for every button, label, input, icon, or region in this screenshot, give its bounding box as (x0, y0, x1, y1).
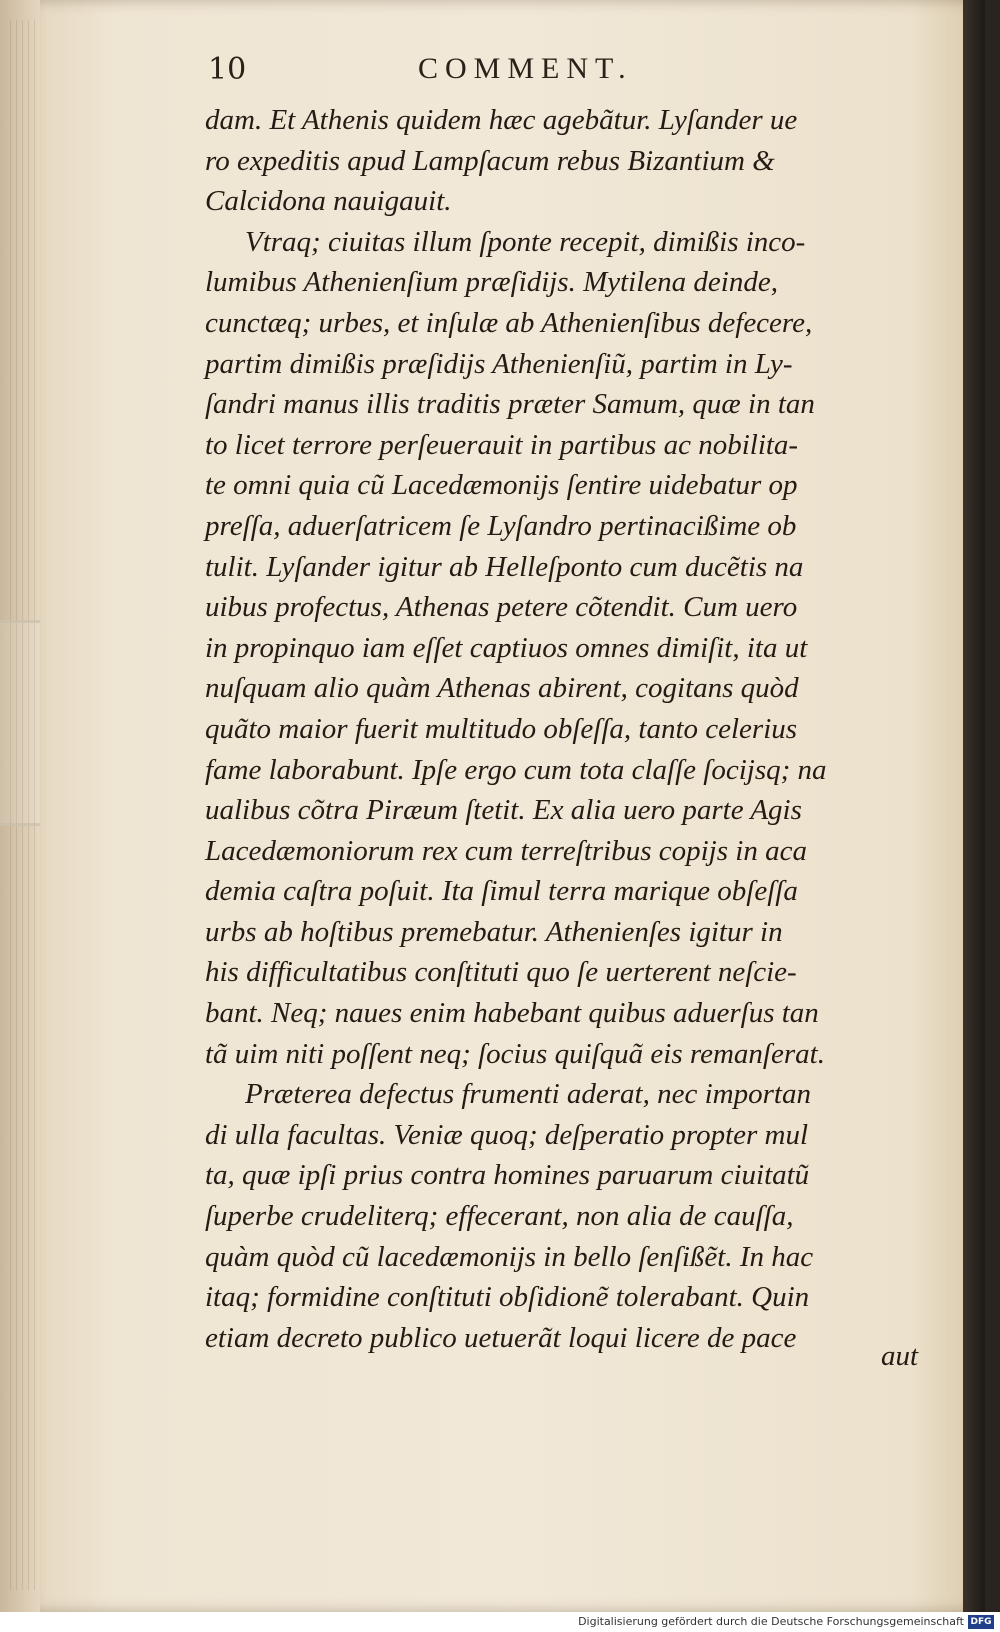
text-line: Præterea defectus frumenti aderat, nec importan (245, 1078, 811, 1111)
text-line: in propinquo iam eſſet captiuos omnes dimiſit, ita ut (205, 631, 808, 664)
text-line: preſſa, aduerſatricem ſe Lyſandro pertinacißime ob (205, 509, 797, 542)
dfg-logo-icon: DFG (968, 1615, 994, 1629)
catchword: aut (880, 1340, 918, 1372)
text-line: Calcidona nauigauit. (205, 185, 452, 218)
text-line: his difficultatibus conſtituti quo ſe uerterent neſcie- (205, 956, 797, 989)
text-line: Vtraq; ciuitas illum ſponte recepit, dimißis inco- (245, 225, 806, 258)
book-spine (963, 0, 985, 1612)
text-line: tulit. Lyſander igitur ab Helleſponto cum ducẽtis na (205, 550, 804, 583)
text-line: quãto maior fuerit multitudo obſeſſa, tanto celerius (205, 712, 798, 745)
text-line: bant. Neq; naues enim habebant quibus aduerſus tan (205, 997, 819, 1030)
text-line: etiam decreto publico uetuerãt loqui licere de pace (205, 1321, 797, 1354)
text-line: te omni quia cũ Lacedæmonijs ſentire uidebatur op (205, 469, 798, 502)
text-line: ſandri manus illis traditis præter Samum, quæ in tan (205, 388, 815, 421)
footer-credit: Digitalisierung gefördert durch die Deutsche Forschungsgemeinschaft (578, 1615, 964, 1628)
digitization-footer (0, 1612, 1000, 1632)
text-line: tã uim niti poſſent neq; ſocius quiſquã eis remanſerat. (205, 1037, 825, 1070)
page-header (208, 52, 908, 100)
text-line: ta, quæ ipſi prius contra homines paruarum ciuitatũ (205, 1159, 810, 1192)
text-line: quàm quòd cũ lacedæmonijs in bello ſenſißẽt. In hac (205, 1240, 814, 1273)
text-line: urbs ab hoſtibus premebatur. Athenienſes igitur in (205, 915, 783, 948)
body-text (205, 100, 895, 1358)
text-line: ro expeditis apud Lampſacum rebus Bizantium & (205, 144, 775, 177)
text-line: dam. Et Athenis quidem hæc agebãtur. Lyſander ue (205, 104, 798, 136)
text-line: ualibus cõtra Piræum ſtetit. Ex alia uero parte Agis (205, 794, 802, 827)
text-line: Lacedæmoniorum rex cum terreſtribus copijs in aca (205, 834, 807, 867)
text-line: ſuperbe crudeliterq; effecerant, non alia de cauſſa, (205, 1200, 794, 1233)
text-line: partim dimißis præſidijs Athenienſiũ, partim in Ly- (205, 347, 793, 380)
text-line: fame laborabunt. Ipſe ergo cum tota claſſe ſocijsq; na (205, 753, 827, 786)
page-number: 10 (208, 52, 247, 87)
text-line: itaq; formidine conſtituti obſidionẽ tolerabant. Quin (205, 1281, 810, 1314)
text-line: demia caſtra poſuit. Ita ſimul terra marique obſeſſa (205, 875, 798, 908)
text-line: di ulla facultas. Veniæ quoq; deſperatio propter mul (205, 1118, 809, 1151)
text-line: lumibus Athenienſium præſidijs. Mytilena deinde, (205, 266, 778, 299)
text-line: cunctæq; urbes, et inſulæ ab Athenienſibus defecere, (205, 306, 813, 339)
text-line: to licet terrore perſeuerauit in partibus ac nobilita- (205, 428, 799, 461)
text-line: uibus profectus, Athenas petere cõtendit. Cum uero (205, 591, 798, 624)
text-line: nuſquam alio quàm Athenas abirent, cogitans quòd (205, 672, 799, 705)
running-head: COMMENT. (418, 52, 633, 85)
